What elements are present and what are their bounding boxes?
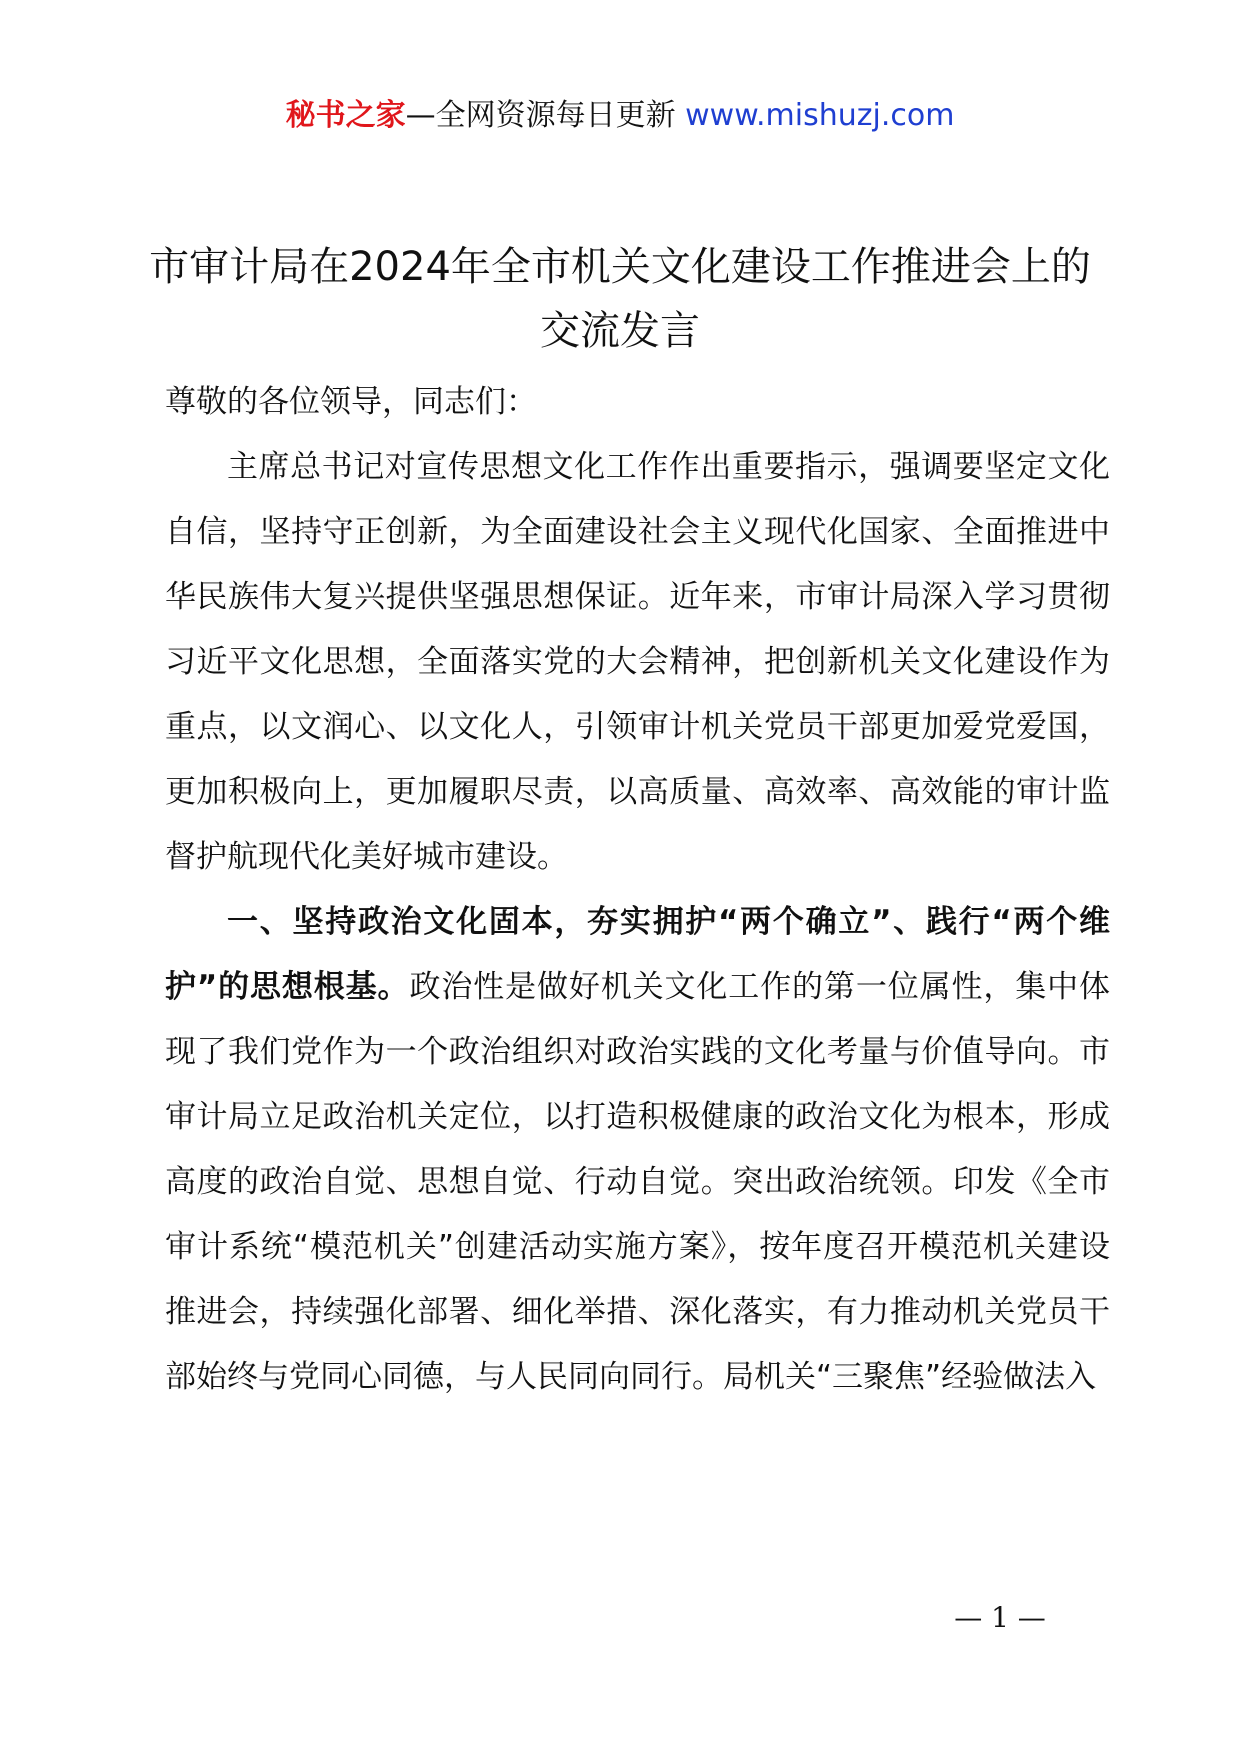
site-brand-name: 秘书之家: [285, 98, 406, 133]
page-number: — 1 —: [954, 1601, 1046, 1634]
document-body: [165, 370, 1110, 1410]
section-text-1: 政治性是做好机关文化工作的第一位属性，集中体现了我们党作为一个政治组织对政治实践的文化考量与价值导向。市审计局立足政治机关定位，以打造积极健康的政治文化为根本，形成高度的政治自觉、思想自觉、行动自觉。突出政治统领。印发《全市审计系统“模范机关”创建活动实施方案》，按年度召开模范机关建设推进会，持续强化部署、细化举措、深化落实，有力推动机关党员干部始终与党同心同德，与人民同向同行。局机关“三聚焦”经验做法入: [165, 969, 1111, 1395]
site-header: [0, 96, 1240, 136]
section-heading-1: 一、坚持政治文化固本，夯实拥护“两个确立”、践行“两个维护”的思想根基。: [165, 904, 1110, 1005]
paragraph-section-1: [165, 890, 1110, 1410]
site-url-link[interactable]: www.mishuzj.com: [685, 98, 955, 133]
document-title: 市审计局在2024年全市机关文化建设工作推进会上的交流发言: [149, 244, 1091, 354]
site-tagline: —全网资源每日更新: [405, 98, 676, 133]
salutation: 尊敬的各位领导，同志们：: [165, 384, 537, 420]
paragraph-intro: 主席总书记对宣传思想文化工作作出重要指示，强调要坚定文化自信，坚持守正创新，为全面建设社会主义现代化国家、全面推进中华民族伟大复兴提供坚强思想保证。近年来，市审计局深入学习贯彻习近平文化思想，全面落实党的大会精神，把创新机关文化建设作为重点，以文润心、以文化人，引领审计机关党员干部更加爱党爱国，更加积极向上，更加履职尽责，以高质量、高效率、高效能的审计监督护航现代化美好城市建设。: [165, 449, 1110, 875]
